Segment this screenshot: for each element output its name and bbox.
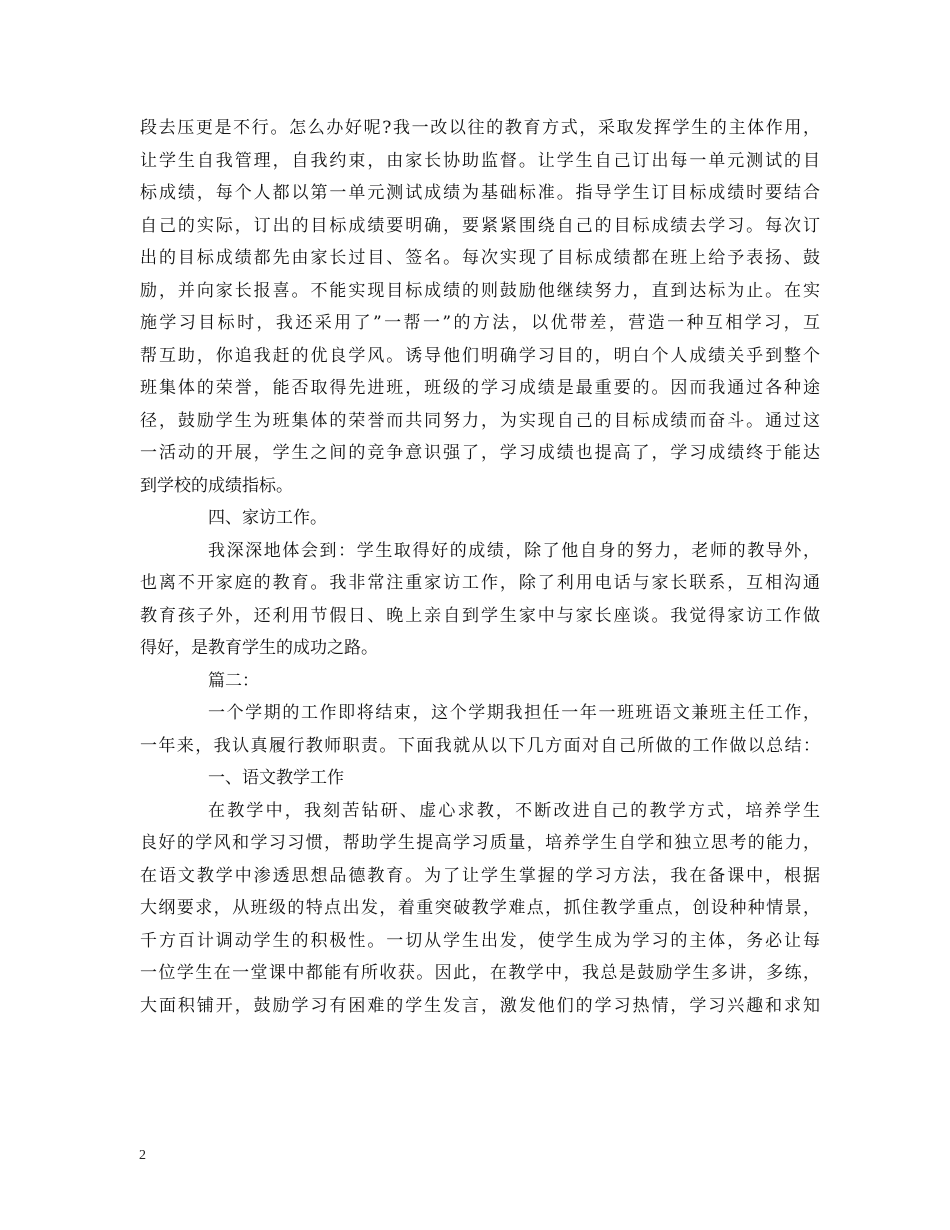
text-line: 一年来，我认真履行教师职责。下面我就从以下几方面对自己所做的工作做以总结：: [140, 735, 820, 756]
text-line: 良好的学风和学习习惯，帮助学生提高学习质量，培养学生自学和独立思考的能力，: [140, 833, 820, 853]
text-line: 段去压更是不行。怎么办好呢?我一改以往的教育方式，采取发挥学生的主体作用，: [140, 118, 820, 138]
text-line: 大纲要求，从班级的特点出发，着重突破教学难点，抓住教学重点，创设种种情景，: [140, 898, 820, 918]
section-heading: 篇二：: [208, 670, 259, 691]
text-line: 自己的实际，订出的目标成绩要明确，要紧紧围绕自己的目标成绩去学习。每次订: [140, 215, 820, 236]
text-line: 班集体的荣誉，能否取得先进班，班级的学习成绩是最重要的。因而我通过各种途: [140, 378, 820, 398]
text-line: 大面积铺开，鼓励学习有困难的学生发言，激发他们的学习热情，学习兴趣和求知: [140, 995, 820, 1016]
text-line: 千方百计调动学生的积极性。一切从学生出发，使学生成为学习的主体，务必让每: [140, 930, 820, 951]
text-line: 也离不开家庭的教育。我非常注重家访工作，除了利用电话与家长联系，互相沟通: [140, 573, 820, 593]
text-line: 得好，是教育学生的成功之路。: [140, 638, 378, 658]
text-line: 出的目标成绩都先由家长过目、签名。每次实现了目标成绩都在班上给予表扬、鼓: [140, 248, 820, 268]
section-heading: 四、家访工作。: [208, 508, 327, 528]
page-number: 2: [139, 1148, 146, 1163]
text-line: 帮互助，你追我赶的优良学风。诱导他们明确学习目的，明白个人成绩关乎到整个: [140, 345, 820, 366]
text-line: 一个学期的工作即将结束，这个学期我担任一年一班班语文兼班主任工作，: [208, 703, 820, 723]
body-text: [140, 112, 820, 1022]
text-line: 在教学中，我刻苦钻研、虚心求教，不断改进自己的教学方式，培养学生: [208, 800, 820, 821]
text-line: 我深深地体会到：学生取得好的成绩，除了他自身的努力，老师的教导外，: [208, 540, 820, 561]
text-line: 教育孩子外，还利用节假日、晚上亲自到学生家中与家长座谈。我觉得家访工作做: [140, 605, 820, 626]
text-line: 一活动的开展，学生之间的竞争意识强了，学习成绩也提高了，学习成绩终于能达: [140, 443, 820, 463]
text-line: 励，并向家长报喜。不能实现目标成绩的则鼓励他继续努力，直到达标为止。在实: [140, 280, 820, 301]
section-heading: 一、语文教学工作: [208, 768, 344, 788]
text-line: 径，鼓励学生为班集体的荣誉而共同努力，为实现自己的目标成绩而奋斗。通过这: [140, 410, 820, 431]
text-line: 一位学生在一堂课中都能有所收获。因此，在教学中，我总是鼓励学生多讲，多练，: [140, 963, 820, 983]
text-line: 标成绩，每个人都以第一单元测试成绩为基础标准。指导学生订目标成绩时要结合: [140, 183, 820, 203]
text-line: 在语文教学中渗透思想品德教育。为了让学生掌握的学习方法，我在备课中，根据: [140, 865, 820, 886]
text-line: 到学校的成绩指标。: [140, 475, 293, 496]
text-line: 施学习目标时，我还采用了”一帮一”的方法，以优带差，营造一种互相学习，互: [140, 313, 820, 333]
text-line: 让学生自我管理，自我约束，由家长协助监督。让学生自己订出每一单元测试的目: [140, 150, 820, 171]
